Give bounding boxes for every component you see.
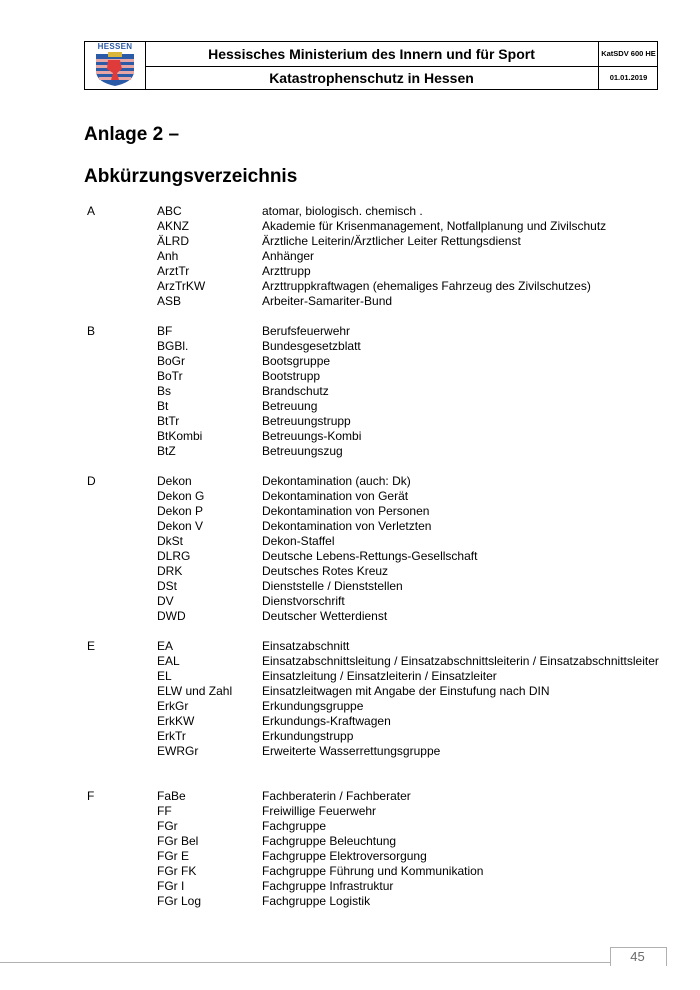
abbreviation: BoGr: [157, 354, 186, 368]
abbreviation: FGr: [157, 819, 178, 833]
abbreviation: BtTr: [157, 414, 180, 428]
page-title: Abkürzungsverzeichnis: [84, 166, 298, 187]
document-subtitle: Katastrophenschutz in Hessen: [269, 70, 474, 86]
abbreviation: FGr FK: [157, 864, 197, 878]
group-letter: B: [87, 324, 96, 338]
abbreviation-description: Einsatzleitung / Einsatzleiterin / Einsatzleiter: [262, 669, 497, 683]
abbreviation: ErkTr: [157, 729, 186, 743]
abbreviation: ArztTr: [157, 264, 190, 278]
abbreviation-description: Deutsches Rotes Kreuz: [262, 564, 389, 578]
abbreviation: EA: [157, 639, 174, 653]
abbreviation-description: Arzttruppkraftwagen (ehemaliges Fahrzeug des Zivilschutzes): [262, 279, 591, 293]
abbreviation-description: Deutsche Lebens-Rettungs-Gesellschaft: [262, 549, 478, 563]
abbreviation-description: Erkundungs-Kraftwagen: [262, 714, 391, 728]
abbreviation-description: Deutscher Wetterdienst: [262, 609, 388, 623]
abbreviation: BoTr: [157, 369, 183, 383]
abbreviation: DWD: [157, 609, 186, 623]
abbreviation: BF: [157, 324, 173, 338]
abbreviation: Bt: [157, 399, 169, 413]
abbreviation: BtZ: [157, 444, 176, 458]
abbreviation: FGr Bel: [157, 834, 199, 848]
logo-text: HESSEN: [97, 42, 133, 51]
abbreviation: DkSt: [157, 534, 184, 548]
abbreviation-description: Fachgruppe Beleuchtung: [262, 834, 397, 848]
abbreviation: ArzTrKW: [157, 279, 206, 293]
abbreviation: EWRGr: [157, 744, 199, 758]
group-letter: F: [87, 789, 95, 803]
abbreviation: BtKombi: [157, 429, 203, 443]
abbreviation: ABC: [157, 204, 182, 218]
abbreviation: BGBl.: [157, 339, 189, 353]
abbreviation-description: Betreuungszug: [262, 444, 343, 458]
group-letter: E: [87, 639, 96, 653]
abbreviation-description: Erweiterte Wasserrettungsgruppe: [262, 744, 441, 758]
abbreviation: FaBe: [157, 789, 186, 803]
abbreviation-description: Einsatzleitwagen mit Angabe der Einstufung nach DIN: [262, 684, 550, 698]
abbreviation-description: Arbeiter-Samariter-Bund: [262, 294, 393, 308]
abbreviation-description: Dienststelle / Dienststellen: [262, 579, 403, 593]
abbreviation-description: Dienstvorschrift: [262, 594, 345, 608]
abbreviation-description: Einsatzabschnittsleitung / Einsatzabschnittsleiterin / Einsatzabschnittsleiter: [262, 654, 659, 668]
abbreviation: DSt: [157, 579, 178, 593]
abbreviation-description: Anhänger: [262, 249, 315, 263]
abbreviation-description: Bootsgruppe: [262, 354, 331, 368]
abbreviation-description: Fachgruppe Elektroversorgung: [262, 849, 427, 863]
abbreviation-description: Akademie für Krisenmanagement, Notfallplanung und Zivilschutz: [262, 219, 607, 233]
group-letter: D: [87, 474, 96, 488]
abbreviation-description: Arzttrupp: [262, 264, 311, 278]
abbreviation-description: Dekon-Staffel: [262, 534, 335, 548]
ministry-title: Hessisches Ministerium des Innern und für Sport: [208, 46, 535, 62]
abbreviation-description: Betreuungs-Kombi: [262, 429, 362, 443]
abbreviation-description: Dekontamination von Personen: [262, 504, 430, 518]
appendix-heading: Anlage 2 –: [84, 124, 180, 145]
abbreviation: Bs: [157, 384, 172, 398]
abbreviation: Anh: [157, 249, 179, 263]
abbreviation-description: Einsatzabschnitt: [262, 639, 350, 653]
group-letter: A: [87, 204, 96, 218]
footer-divider: [0, 962, 610, 963]
abbreviation-description: Fachgruppe: [262, 819, 327, 833]
abbreviation-description: Betreuungstrupp: [262, 414, 351, 428]
abbreviation-description: Fachberaterin / Fachberater: [262, 789, 411, 803]
abbreviation: ASB: [157, 294, 182, 308]
hessen-lion-crest-icon: [93, 51, 137, 87]
abbreviation: FGr Log: [157, 894, 202, 908]
abbreviation-description: Dekontamination von Verletzten: [262, 519, 432, 533]
abbreviation: FGr E: [157, 849, 189, 863]
hessen-logo: [85, 42, 146, 89]
abbreviation: EL: [157, 669, 172, 683]
abbreviation: Dekon G: [157, 489, 205, 503]
abbreviation-description: Dekontamination von Gerät: [262, 489, 409, 503]
page-number: 45: [630, 949, 645, 964]
abbreviation: EAL: [157, 654, 180, 668]
document-date: 01.01.2019: [609, 73, 648, 82]
abbreviation-description: Fachgruppe Infrastruktur: [262, 879, 394, 893]
abbreviation-description: Fachgruppe Führung und Kommunikation: [262, 864, 484, 878]
abbreviation: Dekon V: [157, 519, 204, 533]
abbreviation-description: Brandschutz: [262, 384, 329, 398]
abbreviation: AKNZ: [157, 219, 190, 233]
abbreviation-description: Betreuung: [262, 399, 318, 413]
abbreviation-description: Bundesgesetzblatt: [262, 339, 361, 353]
abbreviation: ErkGr: [157, 699, 189, 713]
abbreviation-description: Berufsfeuerwehr: [262, 324, 351, 338]
abbreviation: Dekon: [157, 474, 192, 488]
abbreviation: DLRG: [157, 549, 191, 563]
abbreviation-description: Erkundungstrupp: [262, 729, 354, 743]
abbreviation-description: atomar, biologisch. chemisch .: [262, 204, 423, 218]
abbreviation: Dekon P: [157, 504, 204, 518]
abbreviation: FGr I: [157, 879, 185, 893]
abbreviation-description: Dekontamination (auch: Dk): [262, 474, 411, 488]
abbreviation: DV: [157, 594, 174, 608]
abbreviation: FF: [157, 804, 172, 818]
abbreviation: ELW und Zahl: [157, 684, 233, 698]
abbreviation-description: Erkundungsgruppe: [262, 699, 364, 713]
abbreviation: ErkKW: [157, 714, 195, 728]
abbreviation: DRK: [157, 564, 183, 578]
abbreviation-description: Bootstrupp: [262, 369, 321, 383]
abbreviation-description: Fachgruppe Logistik: [262, 894, 371, 908]
abbreviation-description: Freiwillige Feuerwehr: [262, 804, 377, 818]
abbreviation-description: Ärztliche Leiterin/Ärztlicher Leiter Rettungsdienst: [262, 234, 521, 248]
document-header: [84, 41, 658, 90]
document-code: KatSDV 600 HE: [601, 49, 656, 58]
abbreviation: ÄLRD: [157, 234, 190, 248]
